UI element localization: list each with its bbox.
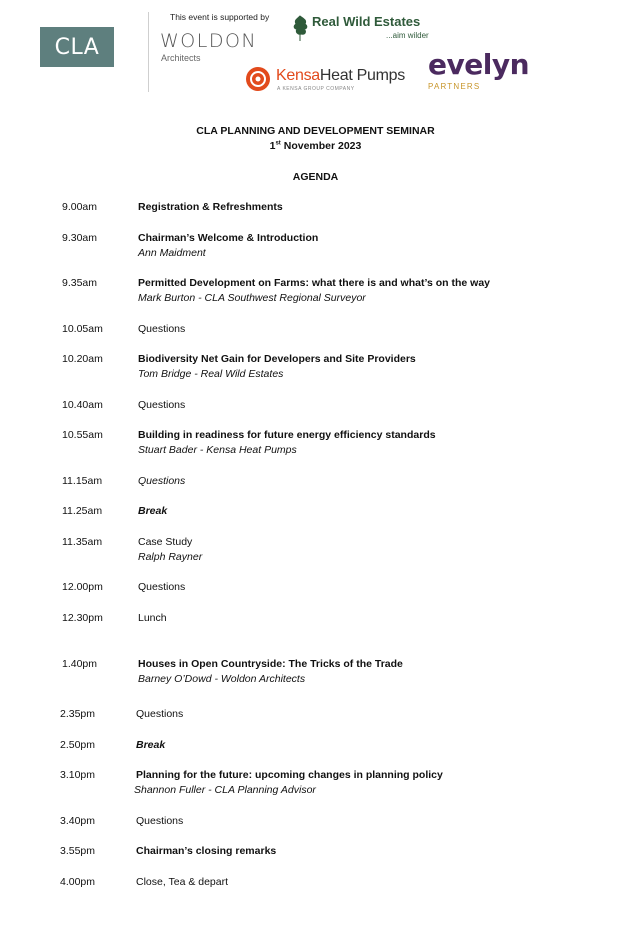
- agenda-speaker: Tom Bridge - Real Wild Estates: [138, 368, 284, 380]
- agenda-time: 9.00am: [62, 201, 98, 213]
- agenda-time: 12.00pm: [62, 581, 103, 593]
- cla-logo-text: CLA: [54, 34, 100, 60]
- real-wild-estates-logo: Real Wild Estates: [312, 14, 421, 29]
- agenda-item: Lunch: [138, 612, 167, 624]
- agenda-speaker: Mark Burton - CLA Southwest Regional Surveyor: [138, 292, 366, 304]
- kensa-logo-sub: A KENSA GROUP COMPANY: [277, 86, 355, 92]
- agenda-time: 11.35am: [62, 536, 103, 548]
- kensa-swirl-icon: [244, 65, 272, 93]
- kensa-logo-part1: Kensa: [276, 67, 320, 84]
- header-divider: [148, 12, 149, 92]
- agenda-time: 10.05am: [62, 323, 103, 335]
- agenda-item: Building in readiness for future energy efficiency standards: [138, 429, 436, 441]
- cla-logo: [40, 27, 114, 67]
- agenda-time: 10.40am: [62, 399, 103, 411]
- real-wild-estates-tagline: ...aim wilder: [386, 31, 429, 40]
- agenda-item: Questions: [138, 323, 186, 335]
- agenda-time: 9.35am: [62, 277, 98, 289]
- agenda-time: 3.10pm: [60, 769, 96, 781]
- event-date: [0, 140, 631, 152]
- agenda-item: Chairman’s closing remarks: [136, 845, 277, 857]
- agenda-time: 10.20am: [62, 353, 103, 365]
- agenda-time: 11.15am: [62, 475, 103, 487]
- evelyn-logo-sub: PARTNERS: [428, 82, 481, 91]
- agenda-item: Registration & Refreshments: [138, 201, 283, 213]
- agenda-item: Permitted Development on Farms: what there is and what’s on the way: [138, 277, 491, 289]
- agenda-speaker: Ann Maidment: [138, 247, 206, 259]
- date-rest: November 2023: [280, 140, 362, 152]
- agenda-speaker: Shannon Fuller - CLA Planning Advisor: [134, 784, 316, 796]
- agenda-time: 1.40pm: [62, 658, 98, 670]
- evelyn-logo: evelyn: [428, 48, 530, 81]
- agenda-speaker: Stuart Bader - Kensa Heat Pumps: [138, 444, 297, 456]
- agenda-time: 10.55am: [62, 429, 103, 441]
- agenda-time: 4.00pm: [60, 876, 96, 888]
- agenda-heading: AGENDA: [292, 171, 339, 183]
- agenda-time: 3.40pm: [60, 815, 96, 827]
- agenda-item: Questions: [138, 399, 186, 411]
- agenda-item: Planning for the future: upcoming changes in planning policy: [136, 769, 443, 781]
- oak-leaf-icon: [292, 14, 309, 42]
- date-day: 1: [269, 140, 276, 152]
- kensa-logo: [276, 67, 405, 85]
- agenda-item: Break: [138, 505, 168, 517]
- supported-by-text: This event is supported by: [170, 12, 270, 22]
- agenda-speaker: Barney O’Dowd - Woldon Architects: [138, 673, 306, 685]
- agenda-time: 11.25am: [62, 505, 103, 517]
- page-title: CLA PLANNING AND DEVELOPMENT SEMINAR: [196, 125, 435, 137]
- agenda-time: 9.30am: [62, 232, 98, 244]
- agenda-time: 2.50pm: [60, 739, 96, 751]
- kensa-logo-part2: Heat Pumps: [319, 67, 405, 84]
- agenda-item: Biodiversity Net Gain for Developers and Site Providers: [138, 353, 416, 365]
- agenda-item: Close, Tea & depart: [136, 876, 229, 888]
- agenda-item: Questions: [136, 815, 184, 827]
- agenda-speaker: Ralph Rayner: [138, 551, 203, 563]
- agenda-item: Houses in Open Countryside: The Tricks of the Trade: [138, 658, 403, 670]
- woldon-logo: WOLDON: [160, 30, 258, 52]
- agenda-item: Chairman’s Welcome & Introduction: [138, 232, 319, 244]
- agenda-item: Break: [136, 739, 166, 751]
- agenda-time: 3.55pm: [60, 845, 96, 857]
- woldon-logo-sub: Architects: [161, 53, 201, 63]
- agenda-item: Questions: [138, 475, 186, 487]
- agenda-item: Questions: [136, 708, 184, 720]
- agenda-time: 2.35pm: [60, 708, 96, 720]
- date-suffix: st: [275, 140, 281, 147]
- agenda-item: Questions: [138, 581, 186, 593]
- agenda-item: Case Study: [138, 536, 193, 548]
- agenda-time: 12.30pm: [62, 612, 103, 624]
